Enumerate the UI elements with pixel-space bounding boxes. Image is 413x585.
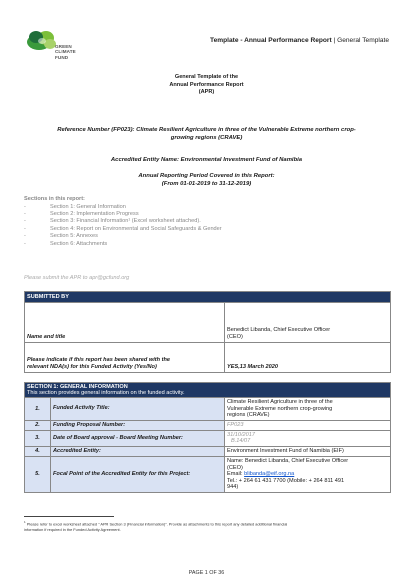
table-header-row	[25, 383, 391, 398]
table-row	[25, 303, 391, 343]
funded-activity-title-value: Climate Resilient Agriculture in three of the Vulnerable Extreme northern crop-growing regions (CRAVE)	[225, 398, 391, 421]
submit-note: Please submit the APR to apr@gcfund.org	[24, 275, 130, 281]
gcf-logo	[26, 28, 86, 70]
list-item: - Section 5: Annexes	[24, 233, 384, 240]
list-item: - Section 2: Implementation Progress	[24, 211, 384, 218]
focal-point-value: Name: Benedict Libanda, Chief Executive Officer (CEO) Email: blibanda@eif.org.na Tel.: + 264 61 431 7700 (Mobile: + 264 811 491 944)	[225, 456, 391, 492]
general-information-table	[24, 382, 391, 493]
reporting-period: Annual Reporting Period Covered in this Report: (From 01-01-2019 to 31-12-2019)	[138, 173, 275, 187]
table-header-row	[25, 292, 391, 303]
submitted-by-table	[24, 291, 391, 373]
footnote-divider	[24, 516, 114, 517]
document-title: General Template of the Annual Performance Report (APR)	[169, 74, 244, 96]
funding-proposal-number-value: FP023	[225, 420, 391, 430]
nda-shared-value: YES,13 March 2020	[225, 343, 391, 373]
sections-heading: Sections in this report:	[24, 196, 85, 202]
list-item: - Section 6: Attachments	[24, 241, 384, 248]
nda-shared-label: Please indicate if this report has been shared with the relevant NDA(s) for this Funded Activity (Yes/No)	[25, 343, 225, 373]
board-approval-value: 31/10/2017 B.14/07	[225, 430, 391, 446]
submitted-by-heading: SUBMITTED BY	[25, 292, 391, 303]
list-item: - Section 3: Financial Information¹ (Excel worksheet attached).	[24, 218, 384, 225]
table-row: 4. Accredited Entity: Environment Investment Fund of Namibia (EIF)	[25, 446, 391, 456]
table-row: 2. Funding Proposal Number: FP023	[25, 420, 391, 430]
header-title: Template - Annual Performance Report | General Template	[210, 37, 389, 44]
focal-point-email-link[interactable]: blibanda@eif.org.na	[244, 471, 295, 478]
list-item: - Section 4: Report on Environmental and Social Safeguards & Gender	[24, 226, 384, 233]
reference-number: Reference Number (FP023): Climate Resilient Agriculture in three of the Vulnerable Extreme northern crop- growing regions (CRAVE)	[57, 127, 356, 142]
name-title-label: Name and title	[25, 303, 225, 343]
table-row: 5. Focal Point of the Accredited Entity for this Project: Name: Benedict Libanda, Chief Executive Officer (CEO) Email: blibanda@eif.org.na Tel.: + 264 61 431 7700 (Mobile: + 264 811 491 944)	[25, 456, 391, 492]
list-item: - Section 1: General Information	[24, 204, 384, 211]
section1-heading: SECTION 1: GENERAL INFORMATION This section provides general information on the funded activity.	[25, 383, 391, 398]
table-row	[25, 343, 391, 373]
accredited-entity-line: Accredited Entity Name: Environmental Investment Fund of Namibia	[110, 157, 303, 163]
page-number: PAGE 1 OF 36	[188, 570, 225, 576]
name-title-value: Benedict Libanda, Chief Executive Officer (CEO)	[225, 303, 391, 343]
accredited-entity-value: Environment Investment Fund of Namibia (EIF)	[225, 446, 391, 456]
logo-wordmark: GREEN CLIMATE FUND	[55, 44, 76, 60]
table-row: 1. Funded Activity Title: Climate Resilient Agriculture in three of the Vulnerable Extreme northern crop-growing regions (CRAVE)	[25, 398, 391, 421]
page-header	[0, 0, 413, 70]
footnote: $^1$ Please refer to excel worksheet attached " APR Section 3 (Financial information)". Provide as attachments to this report any detailed additional financial information if required in the Funded Activity Agreement.	[24, 520, 288, 533]
table-row: 3. Date of Board approval - Board Meeting Number: 31/10/2017 B.14/07	[25, 430, 391, 446]
sections-list	[24, 196, 384, 248]
